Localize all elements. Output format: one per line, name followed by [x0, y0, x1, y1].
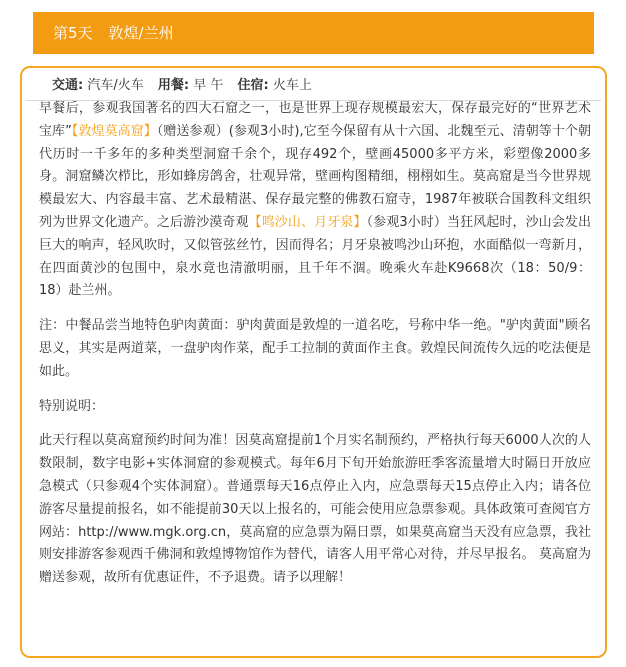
itinerary-panel [20, 66, 607, 658]
special-notes-heading: 特别说明： [39, 398, 105, 414]
day-header [33, 12, 594, 54]
info-bar [26, 72, 601, 101]
meals-value: 早 午 [193, 78, 224, 93]
itinerary-content [39, 98, 591, 602]
stay-label: 住宿: [237, 78, 269, 93]
itinerary-paragraph: 早餐后，参观我国著名的四大石窟之一，也是世界上现存规模最宏大，保存最完好的“世界艺术宝库”【敦煌莫高窟】（赠送参观）(参观3小时),它至今保留有从十六国、北魏至元、清朝等十个朝代历时一千多年的多种类型洞窟千余个，现存492个，壁画45000多平方米，彩塑像2000多身。洞窟鳞次栉比，形如蜂房鸽舍，壮观异常，壁画构图精细，栩栩如生。莫高窟是当今世界规模最宏大、内容最丰富、艺术最精湛、保存最完整的佛教石窟寺，1987年被联合国教科文组织列为世界文化遗产。之后游沙漠奇观【鸣沙山、月牙泉】（参观3小时）当狂风起时，沙山会发出巨大的响声，轻风吹时，又似管弦丝竹，因而得名；月牙泉被鸣沙山环抱，水面酷似一弯新月，在四面黄沙的包围中，泉水竟也清澈明丽，且千年不涸。晚乘火车赴K9668次（18：50/9：18）赴兰州。 [39, 101, 591, 299]
mingsha-mountain-link[interactable]: 【鸣沙山、月牙泉】 [248, 214, 367, 230]
meals-label: 用餐: [157, 78, 190, 93]
meal-note: 注：中餐品尝当地特色驴肉黄面：驴肉黄面是敦煌的一道名吃，号称中华一绝。"驴肉黄面"顾名思义，其实是两道菜，一盘驴肉作菜，配手工拉制的黄面作主食。敦煌民间流传久远的吃法便是如此。 [39, 318, 591, 379]
transport-label: 交通: [52, 78, 84, 93]
transport-value: 汽车/火车 [87, 78, 144, 93]
day-number: 第5天 [53, 24, 93, 42]
special-notes-text: 此天行程以莫高窟预约时间为准！因莫高窟提前1个月实名制预约，严格执行每天6000人次的人数限制，数字电影+实体洞窟的参观模式。每年6月下旬开始旅游旺季客流量增大时隔日开放应急模式（只参观4个实体洞窟）。普通票每天16点停止入内，应急票每天15点停止入内；请各位游客尽量提前报名，如不能提前30天以上报名的，可能会使用应急票参观。具体政策可查阅官方网站：http://www.mgk.org.cn，莫高窟的应急票为隔日票，如果莫高窟当天没有应急票，我社则安排游客参观西千佛洞和敦煌博物馆作为替代，请客人用平常心对待，并尽早报名。 莫高窟为赠送参观，故所有优惠证件，不予退费。请予以理解！ [39, 433, 591, 586]
day-title: 敦煌/兰州 [108, 24, 174, 42]
mogao-caves-link[interactable]: 【敦煌莫高窟】 [71, 123, 157, 139]
stay-value: 火车上 [272, 78, 312, 93]
